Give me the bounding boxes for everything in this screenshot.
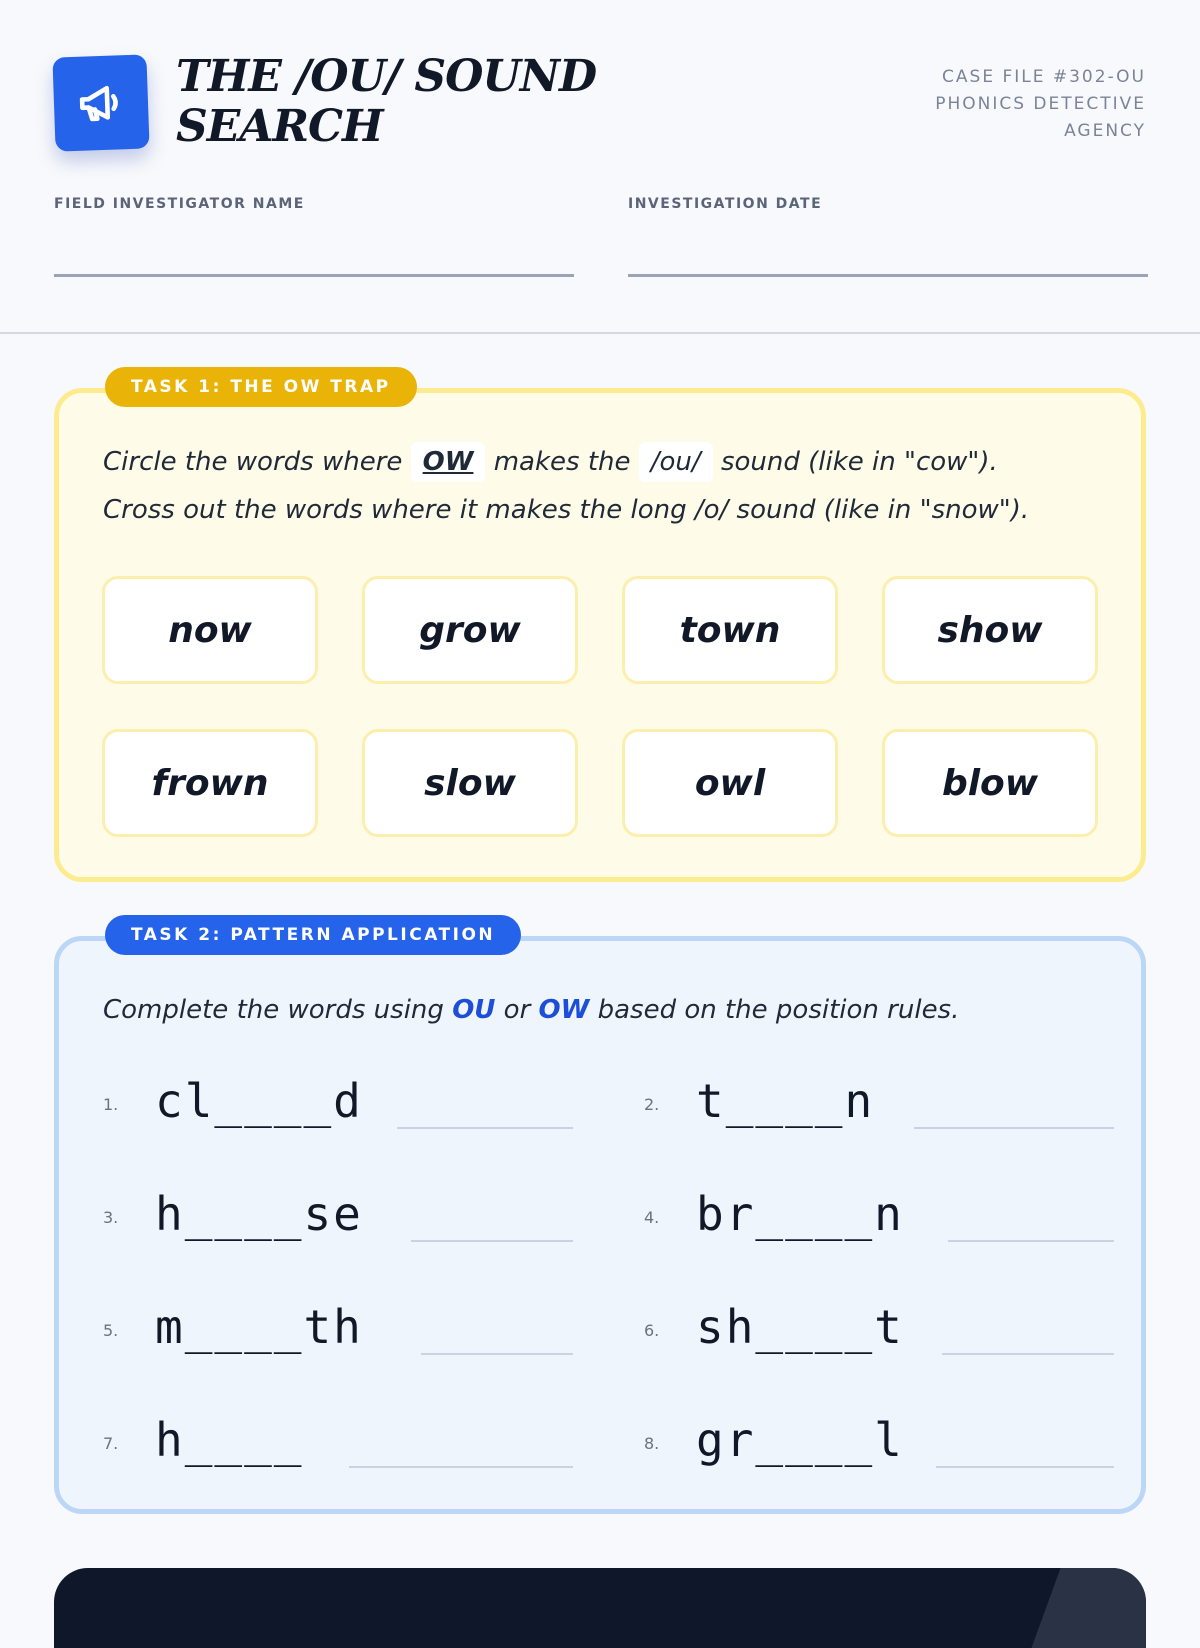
task2-instr-part-a: Complete the words using — [103, 995, 444, 1025]
list-item — [103, 1412, 573, 1472]
item-word: sh____t — [696, 1300, 904, 1354]
megaphone-icon — [75, 77, 127, 129]
task2-instr-or: or — [503, 995, 531, 1025]
item-number: 6. — [644, 1321, 660, 1340]
worksheet-header — [0, 0, 1200, 334]
item-word: t____n — [696, 1074, 875, 1128]
investigator-name-label: FIELD INVESTIGATOR NAME — [54, 196, 305, 212]
word-card[interactable]: grow — [362, 576, 578, 684]
title-line-2: SEARCH — [176, 101, 383, 152]
task1-badge: TASK 1: THE OW TRAP — [105, 367, 417, 407]
task1-instr-part-c: sound (like in "cow"). — [720, 447, 998, 477]
list-item — [644, 1186, 1114, 1246]
answer-line[interactable] — [421, 1353, 573, 1355]
item-number: 3. — [103, 1208, 119, 1227]
word-card[interactable]: owl — [622, 729, 838, 837]
answer-line[interactable] — [914, 1127, 1114, 1129]
title-line-1: THE /OU/ SOUND — [176, 51, 597, 102]
list-item — [103, 1299, 573, 1359]
footer-bar — [54, 1568, 1146, 1648]
item-word: br____n — [696, 1187, 904, 1241]
task1-instruction-line1 — [103, 439, 998, 485]
word-card[interactable]: slow — [362, 729, 578, 837]
item-word: gr____l — [696, 1413, 904, 1467]
header-divider — [0, 332, 1200, 334]
agency-line-1: PHONICS DETECTIVE — [935, 94, 1146, 114]
page-title — [176, 52, 646, 152]
task2-panel — [54, 925, 1146, 1514]
item-word: cl____d — [155, 1074, 363, 1128]
item-word: m____th — [155, 1300, 363, 1354]
item-word: h____se — [155, 1187, 363, 1241]
ow-highlight: OW — [538, 995, 590, 1025]
word-card[interactable]: town — [622, 576, 838, 684]
item-number: 7. — [103, 1434, 119, 1453]
ou-highlight: OU — [452, 995, 496, 1025]
task2-instruction — [103, 987, 959, 1033]
task1-instr-part-a: Circle the words where — [103, 447, 403, 477]
list-item — [103, 1073, 573, 1133]
answer-line[interactable] — [942, 1353, 1114, 1355]
case-file-number: CASE FILE #302-OU — [942, 67, 1146, 87]
list-item — [103, 1186, 573, 1246]
list-item — [644, 1299, 1114, 1359]
word-card[interactable]: blow — [882, 729, 1098, 837]
item-number: 8. — [644, 1434, 660, 1453]
footer-accent — [1031, 1568, 1146, 1648]
task1-instruction-line2: Cross out the words where it makes the long /o/ sound (like in "snow"). — [103, 495, 1030, 525]
list-item — [644, 1073, 1114, 1133]
task2-instr-part-b: based on the position rules. — [597, 995, 960, 1025]
answer-line[interactable] — [936, 1466, 1114, 1468]
case-meta — [826, 64, 1146, 145]
agency-line-2: AGENCY — [1064, 121, 1146, 141]
task1-panel — [54, 377, 1146, 882]
word-card[interactable]: frown — [102, 729, 318, 837]
answer-line[interactable] — [397, 1127, 573, 1129]
word-card[interactable]: now — [102, 576, 318, 684]
answer-line[interactable] — [948, 1240, 1114, 1242]
item-number: 2. — [644, 1095, 660, 1114]
word-card[interactable]: show — [882, 576, 1098, 684]
investigation-date-field[interactable] — [628, 274, 1148, 277]
investigation-date-label: INVESTIGATION DATE — [628, 196, 823, 212]
task2-badge: TASK 2: PATTERN APPLICATION — [105, 915, 521, 955]
answer-line[interactable] — [411, 1240, 573, 1242]
task1-instr-part-b: makes the — [493, 447, 631, 477]
ou-sound-chip: /ou/ — [639, 442, 713, 482]
investigator-name-field[interactable] — [54, 274, 574, 277]
item-word: h____ — [155, 1413, 304, 1467]
ow-chip: OW — [411, 442, 486, 482]
list-item — [644, 1412, 1114, 1472]
logo-badge — [52, 54, 149, 151]
item-number: 5. — [103, 1321, 119, 1340]
item-number: 1. — [103, 1095, 119, 1114]
answer-line[interactable] — [349, 1466, 573, 1468]
item-number: 4. — [644, 1208, 660, 1227]
